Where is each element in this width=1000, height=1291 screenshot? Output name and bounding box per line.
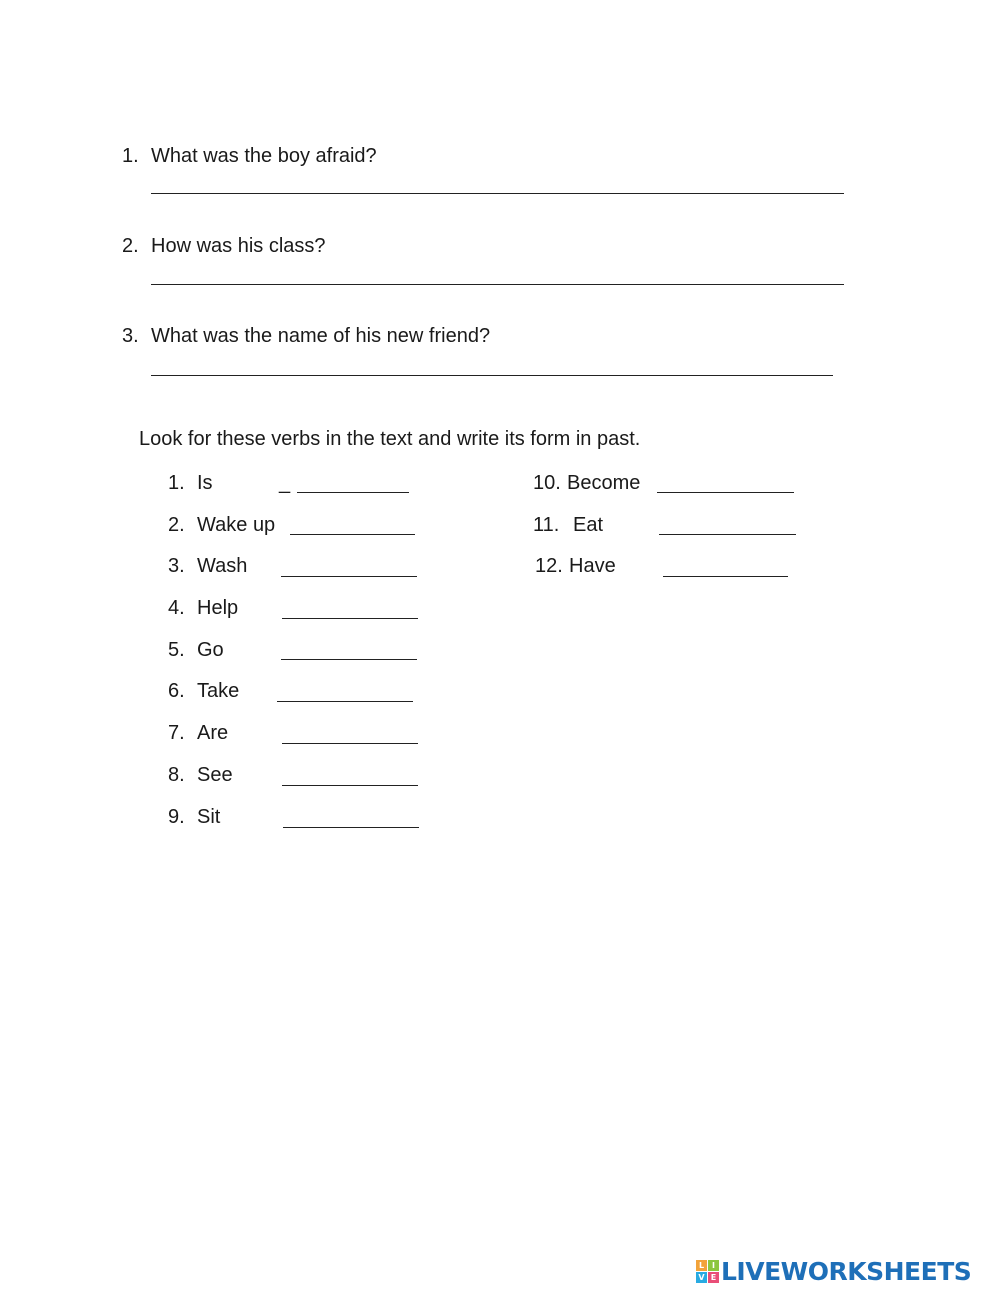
verb-answer-blank[interactable] [282, 743, 418, 744]
verb-label: Become [567, 472, 641, 494]
verb-number: 5. [168, 639, 185, 661]
verb-answer-blank[interactable] [663, 576, 788, 577]
verb-prefix-mark: _ [279, 472, 291, 494]
verb-answer-blank[interactable] [283, 827, 419, 828]
verb-label: Take [197, 680, 240, 702]
answer-line[interactable] [151, 193, 844, 194]
question-text: What was the boy afraid? [151, 145, 377, 167]
answer-line[interactable] [151, 375, 833, 376]
question-number: 2. [122, 235, 139, 257]
verb-number: 9. [168, 806, 185, 828]
instruction-text: Look for these verbs in the text and write its form in past. [139, 428, 641, 450]
verb-number: 7. [168, 722, 185, 744]
logo-wordmark: LIVEWORKSHEETS [721, 1256, 972, 1286]
verb-answer-blank[interactable] [277, 701, 413, 702]
verb-answer-blank[interactable] [281, 576, 417, 577]
verb-label: Sit [197, 806, 221, 828]
question-number: 3. [122, 325, 139, 347]
logo-square: L [696, 1260, 707, 1271]
logo-square: E [708, 1272, 719, 1283]
verb-answer-blank[interactable] [659, 534, 796, 535]
verb-answer-blank[interactable] [282, 785, 418, 786]
liveworksheets-logo [696, 1256, 971, 1286]
verb-number: 12. [535, 555, 563, 577]
verb-label: Wash [197, 555, 248, 577]
verb-number: 6. [168, 680, 185, 702]
logo-square: V [696, 1272, 707, 1283]
logo-square: I [708, 1260, 719, 1271]
verb-number: 2. [168, 514, 185, 536]
verb-number: 1. [168, 472, 185, 494]
verb-label: Wake up [197, 514, 276, 536]
question-number: 1. [122, 145, 139, 167]
verb-answer-blank[interactable] [657, 492, 794, 493]
verb-number: 10. [533, 472, 561, 494]
verb-number: 3. [168, 555, 185, 577]
logo-squares-icon [696, 1260, 719, 1283]
verb-label: Have [569, 555, 616, 577]
verb-label: Is [197, 472, 213, 494]
verb-answer-blank[interactable] [290, 534, 415, 535]
verb-label: Go [197, 639, 224, 661]
verb-number: 8. [168, 764, 185, 786]
verb-label: Are [197, 722, 229, 744]
verb-answer-blank[interactable] [297, 492, 409, 493]
verb-label: Help [197, 597, 239, 619]
verb-answer-blank[interactable] [281, 659, 417, 660]
question-text: What was the name of his new friend? [151, 325, 491, 347]
verb-number: 4. [168, 597, 185, 619]
verb-label: See [197, 764, 233, 786]
answer-line[interactable] [151, 284, 844, 285]
verb-number: 11. [533, 514, 560, 536]
question-text: How was his class? [151, 235, 326, 257]
verb-answer-blank[interactable] [282, 618, 418, 619]
verb-label: Eat [573, 514, 604, 536]
